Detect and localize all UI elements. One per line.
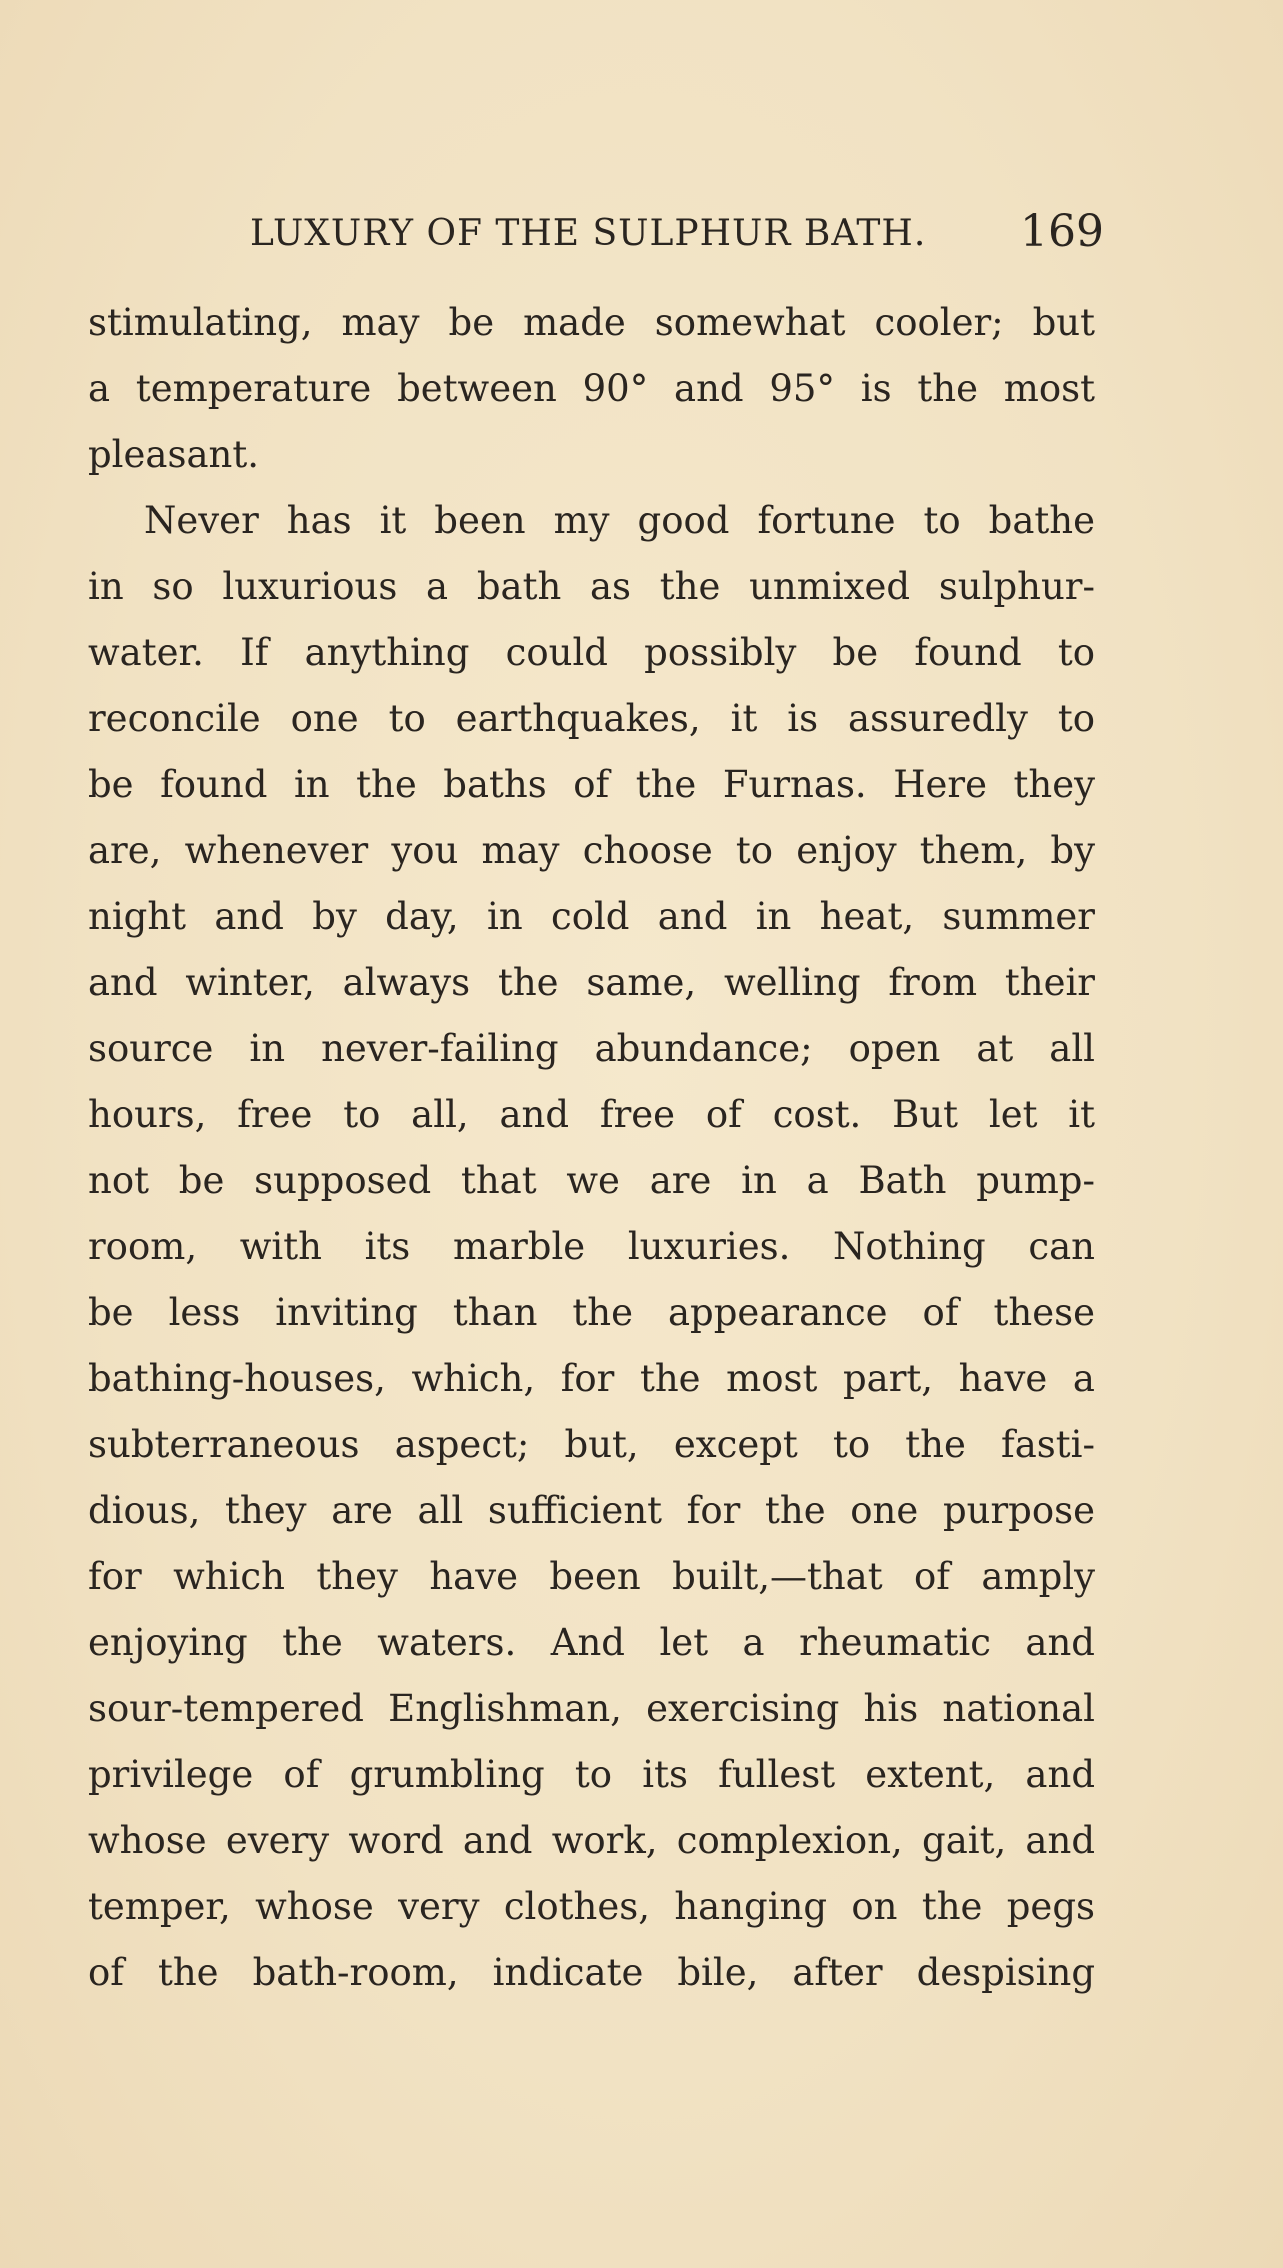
text-line: and winter, always the same, welling from their [88,961,1095,1004]
text-line: room, with its marble luxuries. Nothing can [88,1225,1095,1268]
text-line: whose every word and work, complexion, gait, and [88,1819,1095,1862]
page-number: 169 [1020,206,1104,257]
body-text [88,290,1095,2006]
text-line: temper, whose very clothes, hanging on the pegs [88,1885,1095,1928]
text-line: hours, free to all, and free of cost. But let it [88,1093,1095,1136]
text-line: are, whenever you may choose to enjoy them, by [88,829,1095,872]
text-line: not be supposed that we are in a Bath pump- [88,1159,1095,1202]
text-line: be less inviting than the appearance of these [88,1291,1095,1334]
text-line: of the bath-room, indicate bile, after despising [88,1951,1095,1994]
text-line: stimulating, may be made somewhat cooler; but [88,301,1095,344]
text-line: bathing-houses, which, for the most part, have a [88,1357,1095,1400]
text-line: in so luxurious a bath as the unmixed sulphur- [88,565,1095,608]
text-line: source in never-failing abundance; open at all [88,1027,1095,1070]
running-head: LUXURY OF THE SULPHUR BATH. [250,213,927,254]
text-line: a temperature between 90° and 95° is the most [88,367,1095,410]
text-line: dious, they are all sufficient for the one purpose [88,1489,1095,1532]
text-line: pleasant. [88,433,259,476]
text-line: enjoying the waters. And let a rheumatic and [88,1621,1095,1664]
text-line: Never has it been my good fortune to bathe [144,499,1095,542]
text-line: reconcile one to earthquakes, it is assuredly to [88,697,1095,740]
text-line: night and by day, in cold and in heat, summer [88,895,1095,938]
text-line: privilege of grumbling to its fullest extent, and [88,1753,1095,1796]
text-line: water. If anything could possibly be found to [88,631,1095,674]
text-line: be found in the baths of the Furnas. Here they [88,763,1095,806]
text-line: sour-tempered Englishman, exercising his national [88,1687,1095,1730]
text-line: for which they have been built,—that of amply [88,1555,1095,1598]
text-line: subterraneous aspect; but, except to the fasti- [88,1423,1095,1466]
